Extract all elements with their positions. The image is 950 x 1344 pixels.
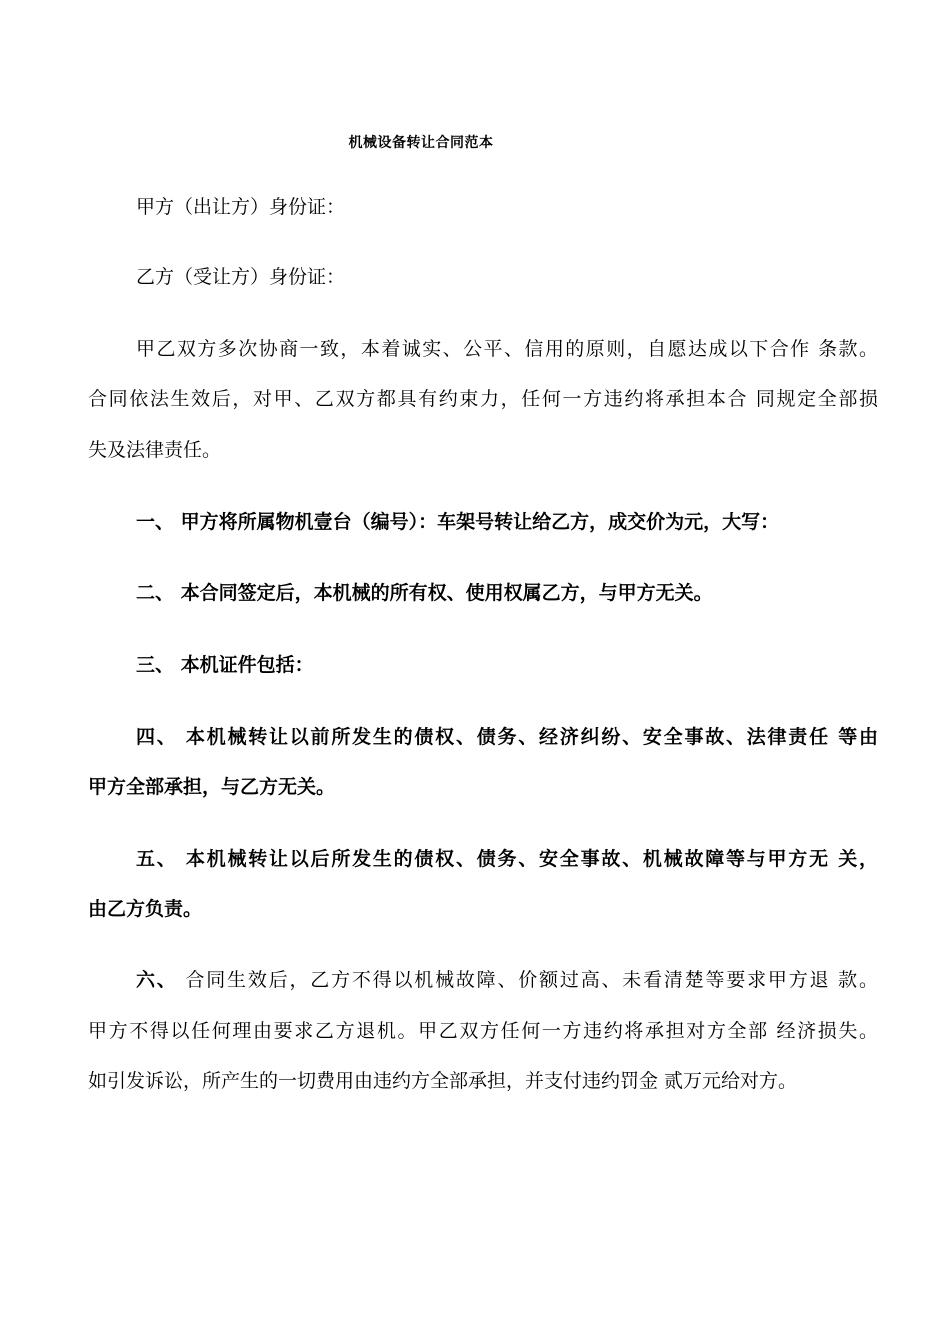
party-b-line: 乙方（受让方）身份证： bbox=[136, 266, 346, 288]
clause-2: 二、 本合同签定后，本机械的所有权、使用权属乙方，与甲方无关。 bbox=[136, 582, 713, 604]
clause-6-line-1 bbox=[136, 967, 878, 993]
clause-6-number: 六、 bbox=[136, 969, 178, 991]
clause-4-line-2: 甲方全部承担，与乙方无关。 bbox=[88, 776, 336, 798]
clause-4-line-1: 四、 本机械转让以前所发生的债权、债务、经济纠纷、安全事故、法律责任 等由 bbox=[136, 726, 878, 748]
clause-3: 三、 本机证件包括： bbox=[136, 654, 314, 676]
clause-6-line-3: 如引发诉讼，所产生的一切费用由违约方全部承担，并支付违约罚金 贰万元给对方。 bbox=[88, 1070, 798, 1092]
document-title: 机械设备转让合同范本 bbox=[348, 135, 494, 151]
party-a-line: 甲方（出让方）身份证： bbox=[136, 196, 346, 218]
preamble-line-1: 甲乙双方多次协商一致，本着诚实、公平、信用的原则，自愿达成以下合作 条款。 bbox=[136, 338, 878, 360]
preamble-line-2: 合同依法生效后，对甲、乙双方都具有约束力，任何一方违约将承担本合 同规定全部损 bbox=[88, 388, 878, 410]
clause-6-line-2: 甲方不得以任何理由要求乙方退机。甲乙双方任何一方违约将承担对方全部 经济损失。 bbox=[88, 1020, 878, 1042]
clause-5-line-2: 由乙方负责。 bbox=[88, 898, 203, 920]
preamble-line-3: 失及法律责任。 bbox=[88, 439, 222, 461]
clause-5-line-1: 五、 本机械转让以后所发生的债权、债务、安全事故、机械故障等与甲方无 关， bbox=[136, 848, 878, 870]
clause-1: 一、 甲方将所属物机壹台（编号）：车架号转让给乙方，成交价为元，大写： bbox=[136, 511, 780, 533]
clause-6-text: 合同生效后，乙方不得以机械故障、价额过高、未看清楚等要求甲方退 款。 bbox=[177, 969, 878, 991]
